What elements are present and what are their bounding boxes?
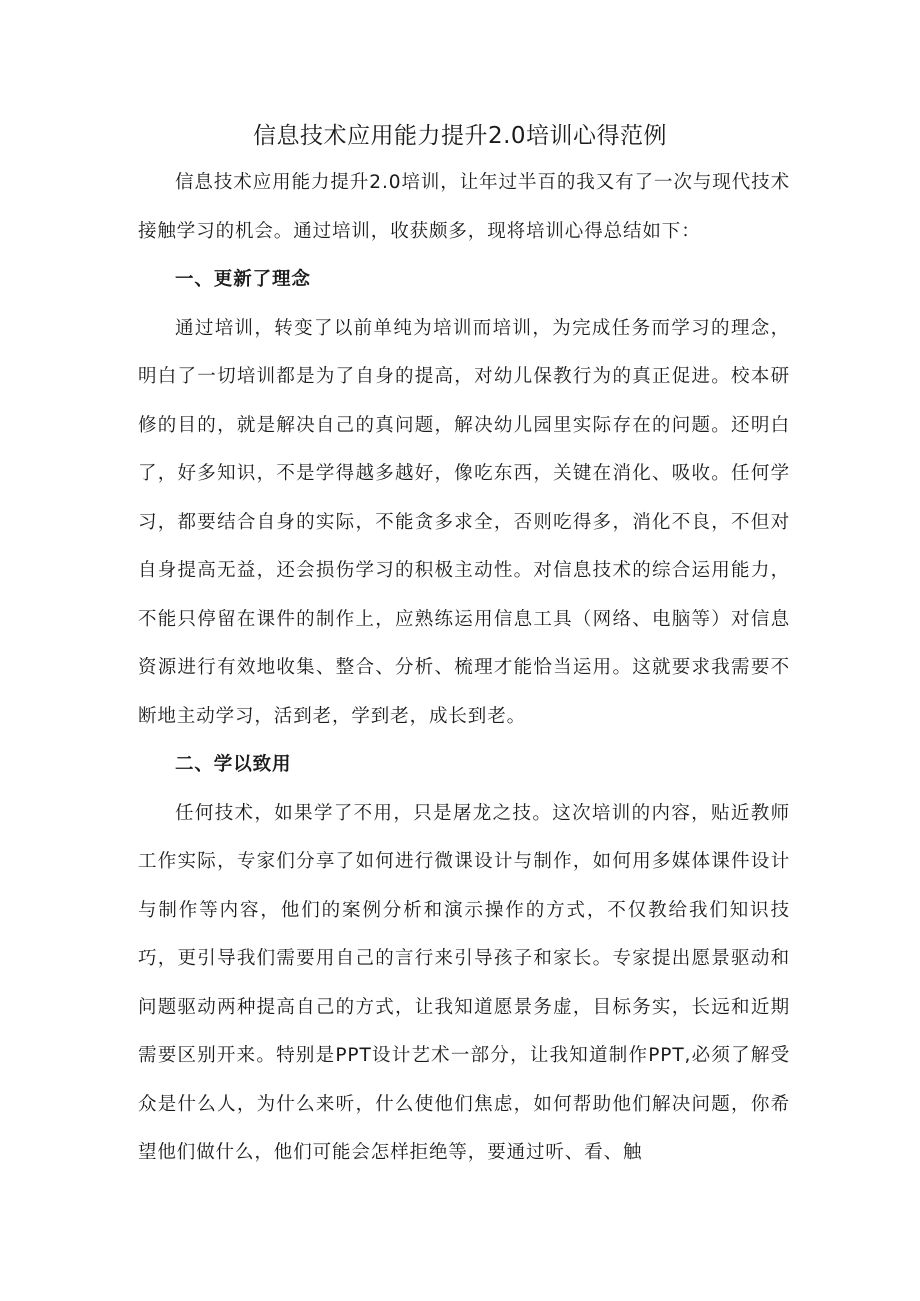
section-heading-2: 二、学以致用 [175, 754, 292, 775]
document-body [138, 159, 790, 1178]
section-paragraph-1: 通过培训，转变了以前单纯为培训而培训，为完成任务而学习的理念，明白了一切培训都是为了自身的提高，对幼儿保教行为的真正促进。校本研修的目的，就是解决自己的真问题，解决幼儿园里实际存在的问题。还明白了，好多知识，不是学得越多越好，像吃东西，关键在消化、吸收。任何学习，都要结合自身的实际，不能贪多求全，否则吃得多，消化不良，不但对自身提高无益，还会损伤学习的积极主动性。对信息技术的综合运用能力，不能只停留在课件的制作上，应熟练运用信息工具（网络、电脑等）对信息资源进行有效地收集、整合、分析、梳理才能恰当运用。这就要求我需要不断地主动学习，活到老，学到老，成长到老。 [138, 317, 790, 727]
intro-paragraph: 信息技术应用能力提升2.0培训，让年过半百的我又有了一次与现代技术接触学习的机会。通过培训，收获颇多，现将培训心得总结如下： [138, 172, 790, 242]
section-heading-1: 一、更新了理念 [175, 269, 311, 290]
document-title: 信息技术应用能力提升2.0培训心得范例 [252, 123, 668, 149]
section-paragraph-2: 任何技术，如果学了不用，只是屠龙之技。这次培训的内容，贴近教师工作实际，专家们分享了如何进行微课设计与制作，如何用多媒体课件设计与制作等内容，他们的案例分析和演示操作的方式，不仅教给我们知识技巧，更引导我们需要用自己的言行来引导孩子和家长。专家提出愿景驱动和问题驱动两种提高自己的方式，让我知道愿景务虚，目标务实，长远和近期需要区别开来。特别是PPT设计艺术一部分，让我知道制作PPT,必须了解受众是什么人，为什么来听，什么使他们焦虑，如何帮助他们解决问题，你希望他们做什么，他们可能会怎样拒绝等，要通过听、看、触 [138, 802, 790, 1163]
